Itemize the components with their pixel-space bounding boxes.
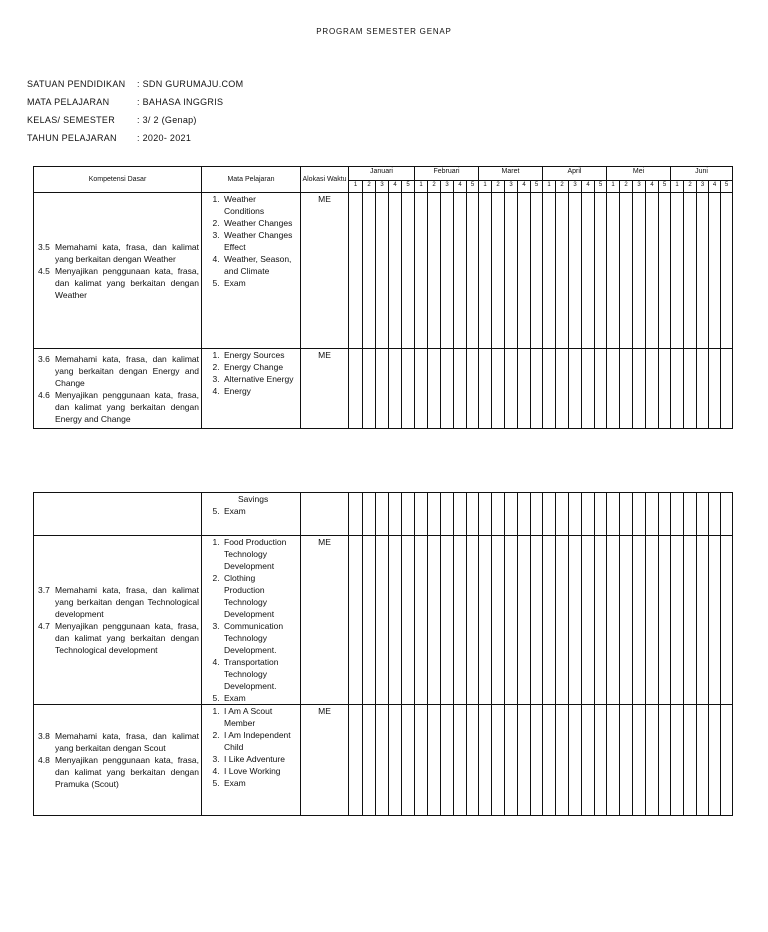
week-cell <box>684 349 697 429</box>
week-cell <box>620 705 633 816</box>
kd-item <box>38 241 199 265</box>
week-cell <box>671 536 684 705</box>
week-cell <box>633 536 646 705</box>
week-cell <box>467 493 479 536</box>
kd-text: Memahami kata, frasa, dan kalimat yang berkaitan dengan Weather <box>55 241 199 264</box>
week-cell <box>582 536 595 705</box>
week-number: 3 <box>441 181 454 193</box>
week-cell <box>607 493 620 536</box>
week-cell <box>428 536 441 705</box>
topic-item: 2. Energy Change <box>222 361 298 373</box>
topic-item: 1. Food Production Technology Development <box>222 536 298 572</box>
week-cell <box>543 193 556 349</box>
topic-continuation: Savings <box>238 494 269 504</box>
week-cell <box>376 349 389 429</box>
week-number: 4 <box>389 181 402 193</box>
topic-item: 5. Exam <box>222 692 298 704</box>
kompetensi-dasar-cell <box>34 705 202 816</box>
week-cell <box>467 705 479 816</box>
kompetensi-dasar-cell <box>34 193 202 349</box>
topic-item: 2. Clothing Production Technology Development <box>222 572 298 620</box>
week-cell <box>646 705 659 816</box>
week-cell <box>646 349 659 429</box>
week-cell <box>428 349 441 429</box>
table-row <box>34 536 733 705</box>
topic-item: 3. Communication Technology Development. <box>222 620 298 656</box>
week-cell <box>454 349 467 429</box>
week-cell <box>646 493 659 536</box>
kompetensi-dasar-cell <box>34 349 202 429</box>
week-number: 1 <box>415 181 428 193</box>
topic-list <box>202 705 298 789</box>
week-number: 2 <box>428 181 441 193</box>
week-cell <box>349 705 363 816</box>
week-number: 4 <box>646 181 659 193</box>
week-cell <box>569 193 582 349</box>
week-cell <box>479 705 492 816</box>
kd-number: 3.5 <box>38 241 50 252</box>
week-cell <box>607 349 620 429</box>
mata-pelajaran-cell <box>202 193 301 349</box>
week-cell <box>697 349 709 429</box>
week-cell <box>543 349 556 429</box>
week-cell <box>441 705 454 816</box>
week-cell <box>721 536 733 705</box>
topic-item: 4. Transportation Technology Development. <box>222 656 298 692</box>
week-cell <box>633 493 646 536</box>
week-cell <box>582 193 595 349</box>
week-number: 2 <box>620 181 633 193</box>
week-cell <box>531 349 543 429</box>
week-cell <box>454 536 467 705</box>
kd-text: Menyajikan penggunaan kata, frasa, dan kalimat yang berkaitan dengan Pramuka (Scout) <box>55 755 199 789</box>
alokasi-waktu-cell <box>301 493 349 536</box>
topic-item: 4. I Love Working <box>222 765 298 777</box>
week-number: 1 <box>349 181 363 193</box>
week-cell <box>595 705 607 816</box>
week-cell <box>479 536 492 705</box>
week-cell <box>659 193 671 349</box>
kd-item <box>38 265 199 301</box>
kd-number: 4.7 <box>38 621 50 631</box>
week-number: 5 <box>531 181 543 193</box>
table-row <box>34 193 733 349</box>
week-cell <box>505 493 518 536</box>
identity-block <box>27 79 243 151</box>
topic-item: 5. Exam <box>222 777 298 789</box>
week-cell <box>607 705 620 816</box>
topic-item: 4. Energy <box>222 385 298 397</box>
week-cell <box>607 536 620 705</box>
week-number: 5 <box>659 181 671 193</box>
week-number: 3 <box>505 181 518 193</box>
topic-item: 5. Exam <box>222 505 298 517</box>
week-cell <box>543 705 556 816</box>
kd-text: Memahami kata, frasa, dan kalimat yang berkaitan dengan Scout <box>55 731 199 753</box>
week-cell <box>531 493 543 536</box>
kd-number: 4.6 <box>38 389 50 400</box>
table-row-continuation <box>34 493 733 536</box>
week-cell <box>721 705 733 816</box>
alokasi-waktu-cell: ME <box>301 349 349 429</box>
info-label: KELAS/ SEMESTER <box>27 115 116 125</box>
month-header: Maret <box>479 167 543 181</box>
week-cell <box>531 536 543 705</box>
info-row-year <box>27 133 243 151</box>
week-number: 3 <box>697 181 709 193</box>
week-cell <box>389 705 402 816</box>
week-cell <box>428 493 441 536</box>
week-number: 5 <box>595 181 607 193</box>
week-cell <box>595 193 607 349</box>
kompetensi-dasar-cell <box>34 536 202 705</box>
header-alokasi-waktu: Alokasi Waktu <box>301 167 349 193</box>
info-row-class <box>27 115 243 133</box>
info-value: : 3/ 2 (Genap) <box>137 115 197 125</box>
week-cell <box>415 536 428 705</box>
topic-list <box>202 536 298 704</box>
week-number: 2 <box>363 181 376 193</box>
kd-number: 4.8 <box>38 755 50 765</box>
week-cell <box>389 493 402 536</box>
week-cell <box>467 536 479 705</box>
month-header: April <box>543 167 607 181</box>
kd-item <box>38 730 199 754</box>
kd-item <box>38 620 199 656</box>
week-cell <box>697 705 709 816</box>
kd-text: Memahami kata, frasa, dan kalimat yang berkaitan dengan Energy and Change <box>55 353 199 388</box>
week-cell <box>363 705 376 816</box>
topic-item: 4. Weather, Season, and Climate <box>222 253 298 277</box>
week-cell <box>518 193 531 349</box>
week-cell <box>518 536 531 705</box>
week-cell <box>363 349 376 429</box>
kd-item <box>38 584 199 620</box>
kd-item <box>38 754 199 790</box>
week-cell <box>376 705 389 816</box>
week-cell <box>349 536 363 705</box>
week-cell <box>721 493 733 536</box>
week-number: 1 <box>543 181 556 193</box>
week-number: 5 <box>721 181 733 193</box>
week-cell <box>684 705 697 816</box>
week-cell <box>415 349 428 429</box>
week-cell <box>363 193 376 349</box>
week-number: 1 <box>479 181 492 193</box>
week-cell <box>389 193 402 349</box>
week-cell <box>454 193 467 349</box>
week-cell <box>556 493 569 536</box>
week-cell <box>607 193 620 349</box>
info-value: : 2020- 2021 <box>137 133 192 143</box>
month-header: Juni <box>671 167 733 181</box>
alokasi-waktu-cell: ME <box>301 705 349 816</box>
week-cell <box>441 349 454 429</box>
week-cell <box>531 193 543 349</box>
month-header: Mei <box>607 167 671 181</box>
week-cell <box>569 536 582 705</box>
week-cell <box>556 349 569 429</box>
mata-pelajaran-cell <box>202 349 301 429</box>
mata-pelajaran-cell <box>202 705 301 816</box>
week-cell <box>402 493 415 536</box>
info-row-school <box>27 79 243 97</box>
kd-item <box>38 353 199 389</box>
week-number: 5 <box>402 181 415 193</box>
week-cell <box>721 349 733 429</box>
week-cell <box>479 349 492 429</box>
week-number: 2 <box>492 181 505 193</box>
week-cell <box>492 349 505 429</box>
topic-list <box>202 505 298 517</box>
week-cell <box>633 193 646 349</box>
week-cell <box>697 493 709 536</box>
topic-item: 1. I Am A Scout Member <box>222 705 298 729</box>
week-cell <box>479 193 492 349</box>
kd-number: 3.8 <box>38 731 50 741</box>
kd-item <box>38 389 199 425</box>
topic-list <box>202 349 298 397</box>
week-cell <box>697 193 709 349</box>
week-cell <box>415 193 428 349</box>
week-cell <box>633 705 646 816</box>
topic-item: 2. I Am Independent Child <box>222 729 298 753</box>
week-number: 4 <box>454 181 467 193</box>
week-cell <box>467 193 479 349</box>
mata-pelajaran-cell <box>202 536 301 705</box>
info-label: SATUAN PENDIDIKAN <box>27 79 126 89</box>
week-cell <box>505 536 518 705</box>
info-label: MATA PELAJARAN <box>27 97 110 107</box>
kd-text: Menyajikan penggunaan kata, frasa, dan kalimat yang berkaitan dengan Technological development <box>55 621 199 655</box>
week-cell <box>543 536 556 705</box>
week-cell <box>402 536 415 705</box>
week-cell <box>659 536 671 705</box>
week-cell <box>556 705 569 816</box>
week-number: 5 <box>467 181 479 193</box>
week-cell <box>582 493 595 536</box>
week-number: 4 <box>709 181 721 193</box>
week-cell <box>646 193 659 349</box>
week-cell <box>518 493 531 536</box>
kd-text: Menyajikan penggunaan kata, frasa, dan kalimat yang berkaitan dengan Weather <box>55 265 199 300</box>
week-cell <box>349 193 363 349</box>
week-cell <box>441 536 454 705</box>
week-number: 4 <box>518 181 531 193</box>
week-cell <box>492 536 505 705</box>
week-cell <box>684 493 697 536</box>
week-cell <box>671 349 684 429</box>
week-cell <box>709 705 721 816</box>
week-cell <box>415 705 428 816</box>
topic-item: 3. Weather Changes Effect <box>222 229 298 253</box>
week-cell <box>633 349 646 429</box>
week-cell <box>518 349 531 429</box>
topic-item: 1. Energy Sources <box>222 349 298 361</box>
week-cell <box>402 349 415 429</box>
week-cell <box>620 349 633 429</box>
week-number: 2 <box>556 181 569 193</box>
week-cell <box>505 193 518 349</box>
week-cell <box>671 493 684 536</box>
week-cell <box>518 705 531 816</box>
kd-number: 3.6 <box>38 353 50 364</box>
kompetensi-dasar-cell <box>34 493 202 536</box>
week-cell <box>721 193 733 349</box>
week-cell <box>569 705 582 816</box>
month-header: Februari <box>415 167 479 181</box>
week-cell <box>454 705 467 816</box>
week-cell <box>659 705 671 816</box>
week-number: 3 <box>569 181 582 193</box>
semester-table-page-1 <box>33 166 733 429</box>
week-cell <box>709 193 721 349</box>
week-cell <box>556 193 569 349</box>
week-cell <box>505 705 518 816</box>
info-value: : SDN GURUMAJU.COM <box>137 79 244 89</box>
week-cell <box>569 349 582 429</box>
week-cell <box>620 536 633 705</box>
document-title: PROGRAM SEMESTER GENAP <box>316 27 452 36</box>
week-cell <box>684 193 697 349</box>
week-cell <box>428 705 441 816</box>
kd-text: Memahami kata, frasa, dan kalimat yang berkaitan dengan Technological development <box>55 585 199 619</box>
table-row <box>34 349 733 429</box>
topic-item: 2. Weather Changes <box>222 217 298 229</box>
week-cell <box>479 493 492 536</box>
week-cell <box>697 536 709 705</box>
week-number: 2 <box>684 181 697 193</box>
month-header: Januari <box>349 167 415 181</box>
week-cell <box>363 493 376 536</box>
week-cell <box>582 349 595 429</box>
alokasi-waktu-cell: ME <box>301 536 349 705</box>
week-cell <box>349 493 363 536</box>
week-cell <box>709 536 721 705</box>
topic-item: 5. Exam <box>222 277 298 289</box>
week-cell <box>363 536 376 705</box>
week-number: 1 <box>607 181 620 193</box>
week-cell <box>492 705 505 816</box>
week-cell <box>646 536 659 705</box>
week-cell <box>389 536 402 705</box>
kd-number: 3.7 <box>38 585 50 595</box>
week-cell <box>402 705 415 816</box>
week-cell <box>376 493 389 536</box>
topic-item: 1. Weather Conditions <box>222 193 298 217</box>
week-cell <box>569 493 582 536</box>
week-cell <box>428 193 441 349</box>
semester-table-page-2 <box>33 492 733 816</box>
header-mata-pelajaran: Mata Pelajaran <box>202 167 301 193</box>
topic-item: 3. Alternative Energy <box>222 373 298 385</box>
week-cell <box>505 349 518 429</box>
week-cell <box>415 493 428 536</box>
week-cell <box>492 493 505 536</box>
alokasi-waktu-cell: ME <box>301 193 349 349</box>
week-cell <box>454 493 467 536</box>
week-cell <box>620 493 633 536</box>
week-cell <box>389 349 402 429</box>
week-cell <box>556 536 569 705</box>
week-cell <box>659 349 671 429</box>
week-cell <box>531 705 543 816</box>
week-cell <box>582 705 595 816</box>
info-value: : BAHASA INGGRIS <box>137 97 224 107</box>
week-number: 3 <box>633 181 646 193</box>
info-label: TAHUN PELAJARAN <box>27 133 117 143</box>
kd-text: Menyajikan penggunaan kata, frasa, dan kalimat yang berkaitan dengan Energy and Change <box>55 389 199 424</box>
week-cell <box>671 705 684 816</box>
week-cell <box>659 493 671 536</box>
week-cell <box>441 193 454 349</box>
info-row-subject <box>27 97 243 115</box>
week-cell <box>595 536 607 705</box>
table-row <box>34 705 733 816</box>
week-cell <box>620 193 633 349</box>
week-cell <box>595 493 607 536</box>
week-cell <box>595 349 607 429</box>
week-cell <box>709 349 721 429</box>
mata-pelajaran-cell <box>202 493 301 536</box>
week-cell <box>376 193 389 349</box>
header-kompetensi-dasar: Kompetensi Dasar <box>34 167 202 193</box>
week-cell <box>467 349 479 429</box>
week-cell <box>492 193 505 349</box>
week-cell <box>441 493 454 536</box>
week-cell <box>709 493 721 536</box>
week-cell <box>543 493 556 536</box>
week-cell <box>349 349 363 429</box>
week-number: 3 <box>376 181 389 193</box>
topic-list <box>202 193 298 289</box>
week-number: 1 <box>671 181 684 193</box>
topic-item: 3. I Like Adventure <box>222 753 298 765</box>
week-cell <box>376 536 389 705</box>
week-cell <box>671 193 684 349</box>
week-cell <box>684 536 697 705</box>
week-cell <box>402 193 415 349</box>
week-number: 4 <box>582 181 595 193</box>
kd-number: 4.5 <box>38 265 50 276</box>
